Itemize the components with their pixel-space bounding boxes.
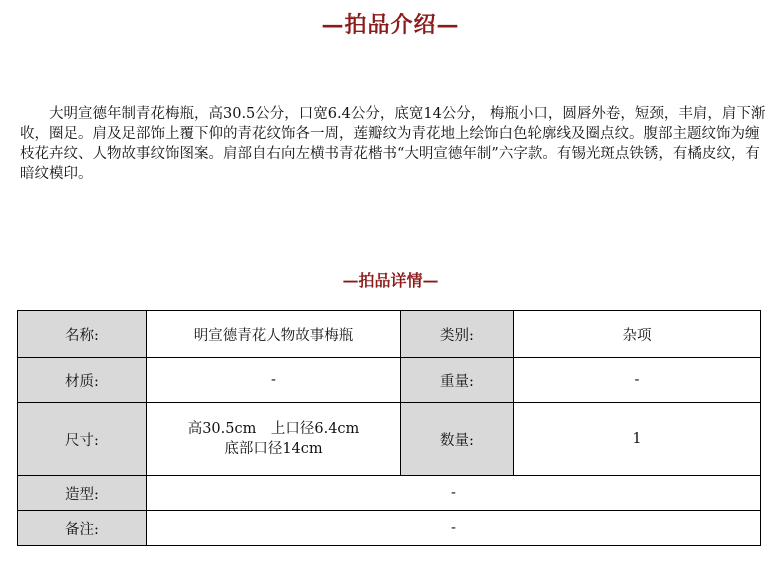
material-value: - xyxy=(147,358,401,403)
weight-label: 重量: xyxy=(401,358,514,403)
shape-value: - xyxy=(147,476,761,511)
size-value xyxy=(147,403,401,476)
page-title: —拍品介绍— xyxy=(321,12,460,38)
table-row xyxy=(18,311,761,358)
category-value: 杂项 xyxy=(514,311,761,358)
quantity-value: 1 xyxy=(514,403,761,476)
category-label: 类别: xyxy=(401,311,514,358)
weight-value: - xyxy=(514,358,761,403)
notes-label: 备注: xyxy=(18,511,147,546)
table-row xyxy=(18,403,761,476)
name-label: 名称: xyxy=(18,311,147,358)
table-row xyxy=(18,476,761,511)
name-value: 明宣德青花人物故事梅瓶 xyxy=(147,311,401,358)
size-label: 尺寸: xyxy=(18,403,147,476)
size-line-2: 底部口径14cm xyxy=(224,441,323,457)
size-line-1: 高30.5cm 上口径6.4cm xyxy=(187,421,360,437)
notes-value: - xyxy=(147,511,761,546)
shape-label: 造型: xyxy=(18,476,147,511)
table-row xyxy=(18,358,761,403)
details-table xyxy=(17,310,761,546)
table-row xyxy=(18,511,761,546)
quantity-label: 数量: xyxy=(401,403,514,476)
intro-paragraph: 大明宣德年制青花梅瓶，高30.5公分，口宽6.4公分，底宽14公分， 梅瓶小口，圆唇外卷，短颈，丰肩，肩下渐收，圈足。肩及足部饰上覆下仰的青花纹饰各一周，莲瓣纹为青花地上绘饰白色轮廓线及圈点纹。腹部主题纹饰为缠枝花卉纹、人物故事纹饰图案。肩部自右向左横书青花楷书“大明宣德年制”六字款。有锡光斑点铁锈，有橘皮纹，有暗纹模印。 xyxy=(20,106,766,182)
material-label: 材质: xyxy=(18,358,147,403)
details-title: —拍品详情— xyxy=(342,271,439,290)
